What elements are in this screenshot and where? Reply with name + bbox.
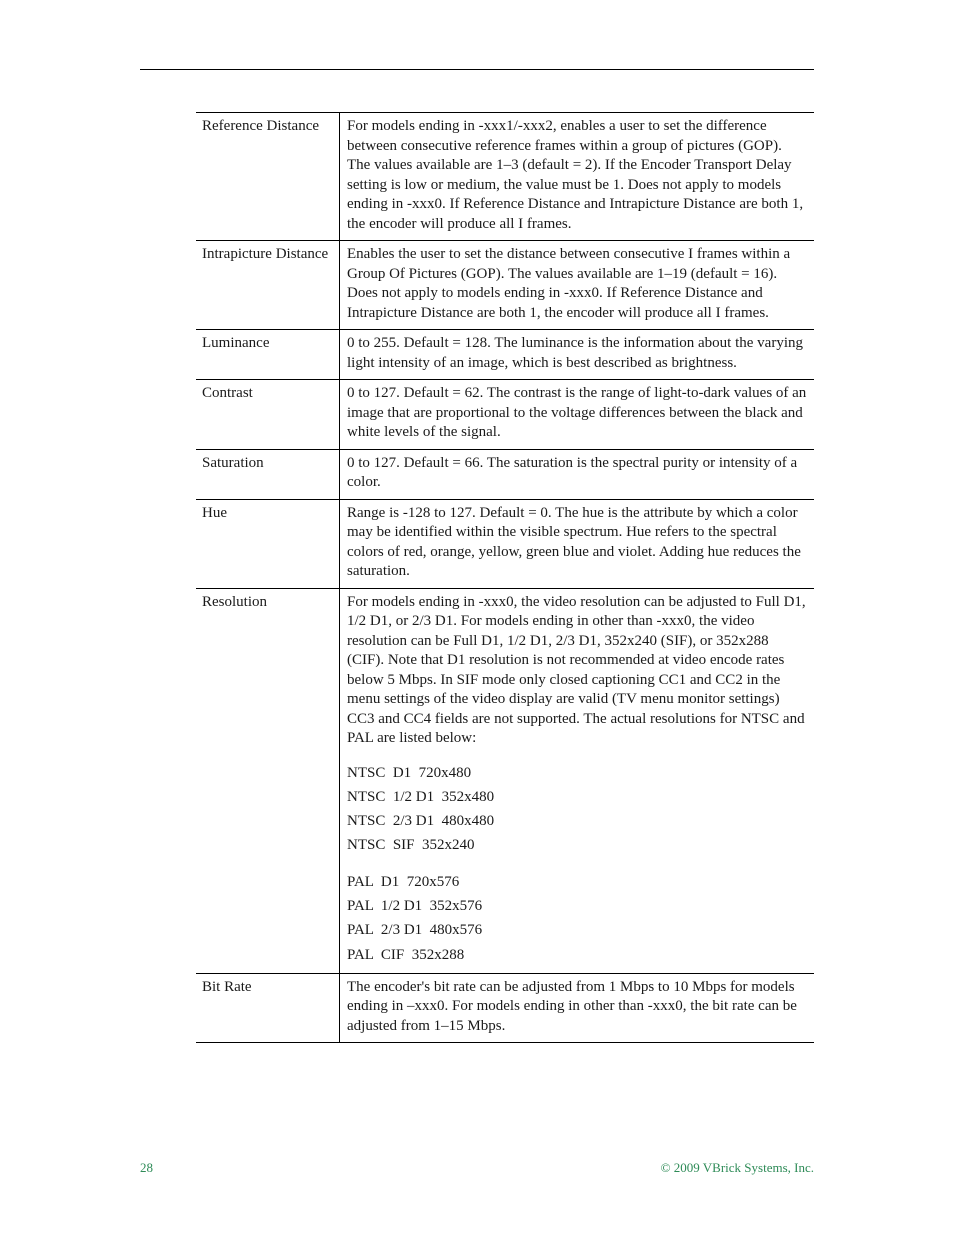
table-row (196, 380, 814, 450)
settings-table (196, 112, 814, 1043)
table-row (196, 449, 814, 499)
setting-description: Enables the user to set the distance between consecutive I frames within a Group Of Pictures (GOP). The values available are 1–19 (default = 16). Does not apply to models ending in -xxx0. If Reference Distance and Intrapicture Distance are both 1, the encoder will produce all I frames. (340, 241, 815, 330)
setting-name: Hue (196, 499, 340, 588)
setting-name: Bit Rate (196, 973, 340, 1043)
table-row (196, 330, 814, 380)
resolution-item: NTSC D1 720x480 (347, 764, 472, 781)
setting-name: Reference Distance (196, 113, 340, 241)
setting-description: For models ending in -xxx1/-xxx2, enables a user to set the difference between consecutive reference frames within a group of pictures (GOP). The values available are 1–3 (default = 2). If the Encoder Transport Delay setting is low or medium, the value must be 1. Does not apply to models ending in -xxx0. If Reference Distance and Intrapicture Distance are both 1, the encoder will produce all I frames. (340, 113, 815, 241)
table-row (196, 241, 814, 330)
setting-description: Range is -128 to 127. Default = 0. The hue is the attribute by which a color may be identified within the visible spectrum. Hue refers to the spectral colors of red, orange, yellow, green blue and violet. Adding hue reduces the saturation. (340, 499, 815, 588)
setting-description: The encoder's bit rate can be adjusted from 1 Mbps to 10 Mbps for models ending in –xxx0. For models ending in other than -xxx0, the bit rate can be adjusted from 1–15 Mbps. (340, 973, 815, 1043)
pal-resolution-list (347, 870, 808, 967)
table-row (196, 973, 814, 1043)
setting-description-cell (340, 588, 815, 973)
table-row (196, 113, 814, 241)
setting-description: For models ending in -xxx0, the video resolution can be adjusted to Full D1, 1/2 D1, or 2/3 D1. For models ending in other than -xxx0, the video resolution can be Full D1, 1/2 D1, 2/3 D1, 352x240 (SIF), or 352x288 (CIF). Note that D1 resolution is not recommended at video encode rates below 5 Mbps. In SIF mode only closed captioning CC1 and CC2 in the menu settings of the video display are valid (TV menu monitor settings) CC3 and CC4 fields are not supported. The actual resolutions for NTSC and PAL are listed below: (347, 593, 806, 746)
resolution-item: NTSC 2/3 D1 480x480 (347, 813, 495, 830)
setting-name: Resolution (196, 588, 340, 973)
ntsc-resolution-list (347, 761, 808, 858)
table-row (196, 588, 814, 973)
setting-name: Intrapicture Distance (196, 241, 340, 330)
resolution-item: PAL D1 720x576 (347, 873, 460, 890)
header-rule (140, 69, 814, 70)
resolution-item: PAL 2/3 D1 480x576 (347, 922, 483, 939)
resolution-item: PAL 1/2 D1 352x576 (347, 897, 483, 914)
copyright-notice: © 2009 VBrick Systems, Inc. (660, 1160, 814, 1175)
table-row (196, 499, 814, 588)
setting-description: 0 to 127. Default = 66. The saturation is the spectral purity or intensity of a color. (340, 449, 815, 499)
setting-name: Saturation (196, 449, 340, 499)
setting-name: Luminance (196, 330, 340, 380)
setting-description: 0 to 127. Default = 62. The contrast is the range of light-to-dark values of an image that are proportional to the voltage differences between the black and white levels of the signal. (340, 380, 815, 450)
page-number: 28 (140, 1160, 153, 1175)
resolution-item: NTSC 1/2 D1 352x480 (347, 788, 495, 805)
resolution-item: PAL CIF 352x288 (347, 946, 465, 963)
setting-description: 0 to 255. Default = 128. The luminance is the information about the varying light intensity of an image, which is best described as brightness. (340, 330, 815, 380)
setting-name: Contrast (196, 380, 340, 450)
resolution-item: NTSC SIF 352x240 (347, 837, 475, 854)
